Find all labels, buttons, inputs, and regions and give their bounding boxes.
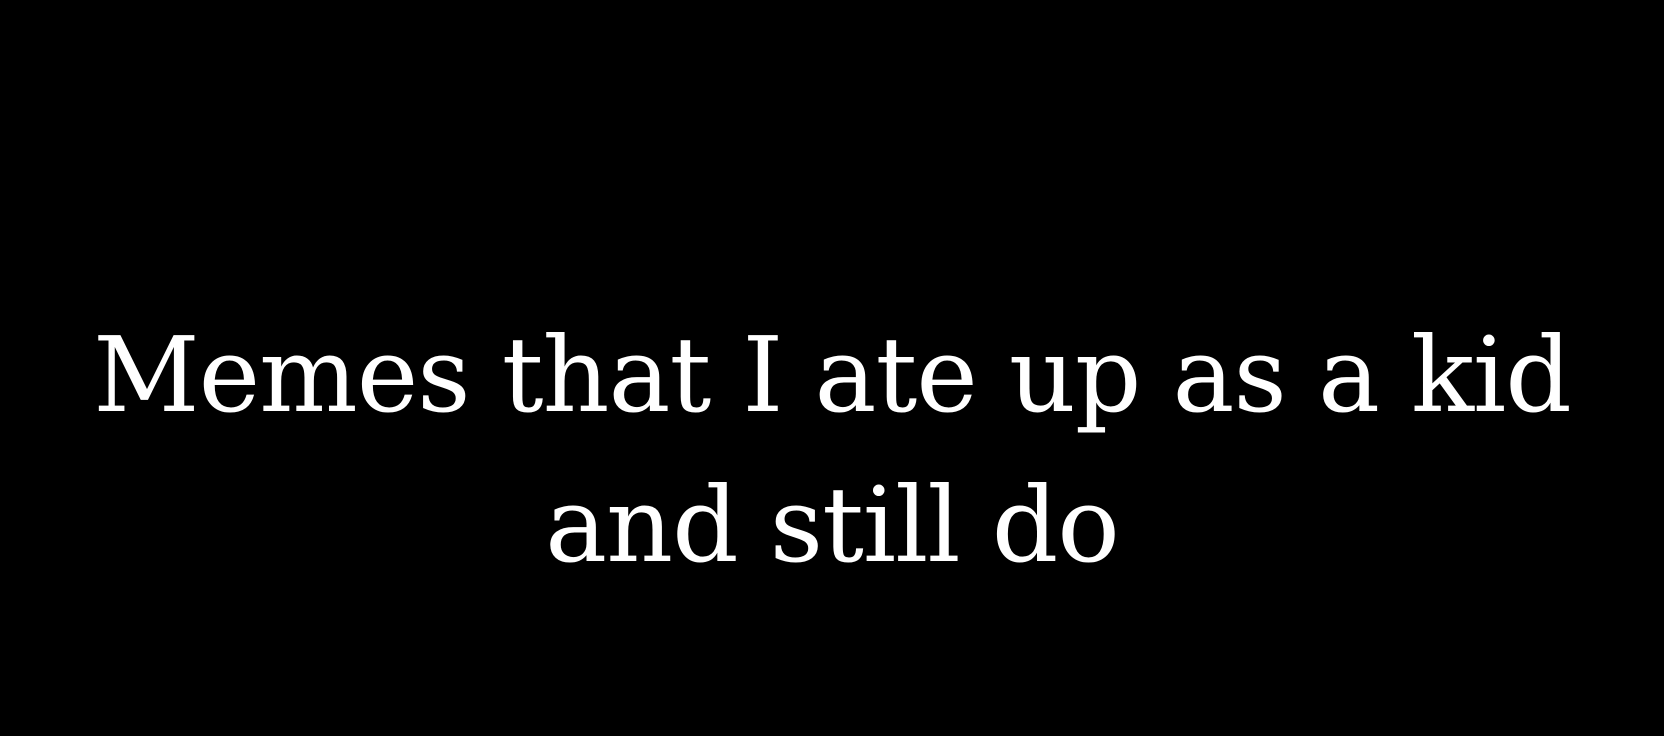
slide-title — [0, 300, 1664, 600]
slide-title-line-2: and still do — [545, 464, 1119, 586]
slide-title-line-1: Memes that I ate up as a kid — [93, 314, 1571, 436]
